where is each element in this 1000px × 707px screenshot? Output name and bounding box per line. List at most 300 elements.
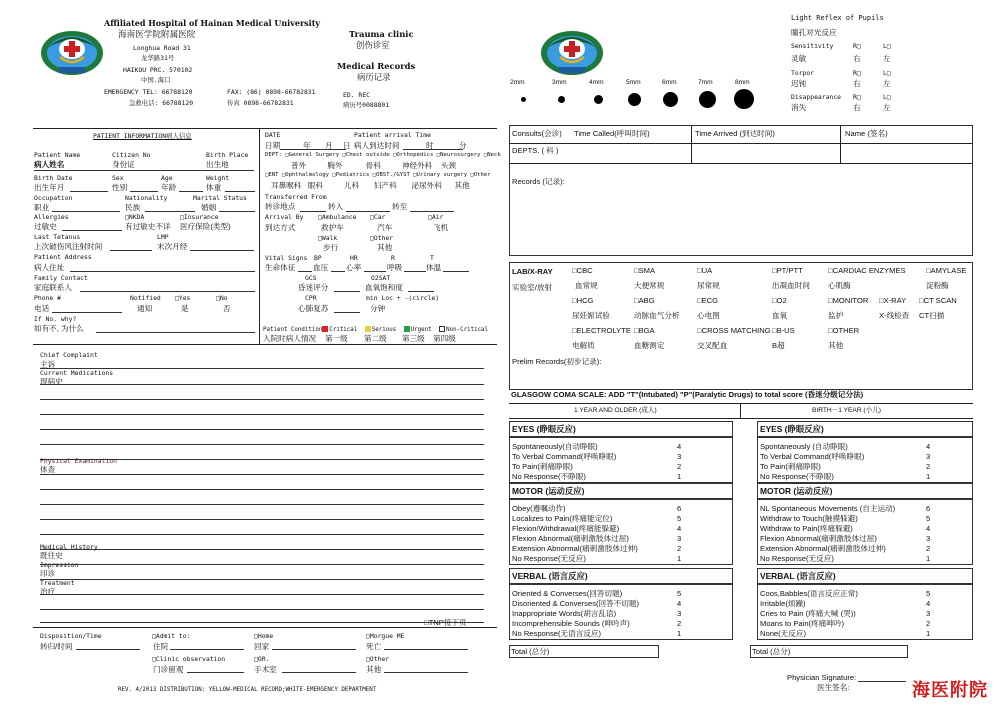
no-label: No xyxy=(219,294,228,302)
other-arrival-checkbox[interactable]: □Other xyxy=(370,234,394,242)
physician-signature-field[interactable] xyxy=(858,681,906,682)
pupil-size-label: 8mm xyxy=(735,79,750,86)
hospital-city-cn: 中国.海口 xyxy=(141,76,171,84)
lab-test-checkbox[interactable]: □CBC xyxy=(572,266,593,275)
emergency-tel-cn: 急救电话: 66788120 xyxy=(129,99,194,107)
gcs-motor-option[interactable]: Extension Abnormal(痛刺激肢体过伸) xyxy=(512,544,638,553)
o2sat-label-cn: 血氧饱和度 xyxy=(365,283,403,292)
note-line xyxy=(40,459,484,460)
marital-label-cn: 婚姻 xyxy=(201,203,217,212)
lab-test-checkbox[interactable]: □O2 xyxy=(772,296,787,305)
car-label: Car xyxy=(373,213,386,221)
record-number: 病历号0088801 xyxy=(343,101,390,109)
time-arrived-label: Time Arrived (到达时间) xyxy=(695,129,775,138)
pupil-size-label: 4mm xyxy=(589,79,604,86)
admit-label-cn: 住院 xyxy=(153,642,169,651)
level3-label: 第三级 xyxy=(402,334,425,343)
temp-field[interactable] xyxy=(443,271,469,272)
torpor-right-cn: 右 xyxy=(853,79,861,88)
gcs-label: GCS xyxy=(305,274,317,282)
lab-test-checkbox[interactable]: □AMYLASE xyxy=(926,266,967,275)
gcs-verbal-score: 5 xyxy=(677,589,682,598)
gcs-motor-option[interactable]: Withdraw to Pain(疼痛躲避) xyxy=(760,524,853,533)
vital-signs-label: Vital Signs xyxy=(265,254,308,262)
impression-label: Impression xyxy=(40,561,79,569)
lab-test-label-cn: CT扫描 xyxy=(919,311,945,320)
lab-test-checkbox[interactable]: □PT/PTT xyxy=(772,266,803,275)
r-label-cn: 呼吸 xyxy=(387,263,403,272)
lab-test-label-cn: 其他 xyxy=(828,341,844,350)
patient-condition-row xyxy=(263,326,488,334)
walk-label: Walk xyxy=(321,234,338,242)
occupation-field[interactable] xyxy=(52,211,120,212)
light-reflex-label-cn: 瞳孔对光反应 xyxy=(791,28,837,37)
gcs-motor-score: 4 xyxy=(677,524,682,533)
medical-history-label-cn: 既往史 xyxy=(40,551,63,560)
physical-exam-label-cn: 体查 xyxy=(40,465,56,474)
walk-label-cn: 步行 xyxy=(323,243,339,252)
gcs-motor-option[interactable]: No Response(无反应) xyxy=(760,554,834,563)
serious-swatch[interactable] xyxy=(365,326,371,332)
car-checkbox[interactable]: □Car xyxy=(370,213,386,221)
torpor-label: Torpor xyxy=(791,69,815,77)
gcs-eyes-option[interactable]: No Response(不睁眼) xyxy=(760,472,834,481)
transferred-label: Transferred From xyxy=(265,193,327,201)
gcs-verbal-label: VERBAL (语言反应) xyxy=(512,571,588,581)
transfer-to-field[interactable] xyxy=(410,211,454,212)
lab-test-checkbox[interactable]: □CROSS MATCHING xyxy=(697,326,771,335)
medical-records-title-cn: 病历记录 xyxy=(357,72,391,82)
other-arrival-label: Other xyxy=(373,234,394,242)
gcs-eyes-score: 4 xyxy=(677,442,682,451)
note-line xyxy=(40,534,484,535)
air-checkbox[interactable]: □Air xyxy=(428,213,444,221)
cpr-field[interactable] xyxy=(334,312,360,313)
gcs-motor-option[interactable]: NL Spontaneous Movements (自主运动) xyxy=(760,504,896,513)
gcs-eyes-option[interactable]: To Pain(刺痛睁眼) xyxy=(760,462,821,471)
gcs-label-cn: 昏迷评分 xyxy=(298,283,329,292)
notified-label-cn: 通知 xyxy=(137,304,153,313)
ed-rec: ED. REC xyxy=(343,91,370,99)
gcs-child-header: BIRTH－1 YEAR (小儿) xyxy=(812,407,882,414)
gcs-motor-option[interactable]: Obey(遵嘱动作) xyxy=(512,504,566,513)
torpor-left-checkbox[interactable]: L□ xyxy=(883,69,891,77)
morgue-label-cn: 死亡 xyxy=(366,642,382,651)
walk-checkbox[interactable]: □Walk xyxy=(318,234,338,242)
records-label: Records (记录): xyxy=(512,177,565,186)
dept-options-2-cn: 耳鼻喉科 眼科 儿科 妇产科 泌尿外科 其他 xyxy=(271,181,470,190)
note-line xyxy=(40,609,484,610)
gcs-eyes-option[interactable]: To Verbal Command(呼唤睁眼) xyxy=(760,452,865,461)
arrival-label-cn: 到达方式 xyxy=(265,223,296,232)
gcs-verbal-score: 2 xyxy=(677,619,682,628)
transferred-field[interactable] xyxy=(300,211,326,212)
hr-field[interactable] xyxy=(331,271,345,272)
o2sat-field[interactable] xyxy=(408,291,434,292)
last-tetanus-field[interactable] xyxy=(110,250,152,251)
gcs-adult-header: 1 YEAR AND OLDER (成人) xyxy=(574,407,657,414)
pupil-2mm-dot xyxy=(521,97,526,102)
no-checkbox[interactable]: □No xyxy=(216,294,228,302)
nkda-label-cn: 有过敏史不详 xyxy=(125,222,171,231)
urgent-label: Urgent xyxy=(410,327,432,333)
sensitivity-label: Sensitivity xyxy=(791,42,834,50)
physician-signature-label: Physician Signature: xyxy=(787,673,857,682)
morgue-field[interactable] xyxy=(384,649,468,650)
lmp-field[interactable] xyxy=(190,250,254,251)
disposition-time-field[interactable] xyxy=(76,649,140,650)
level1-label: 第一级 xyxy=(325,334,348,343)
last-tetanus-label-cn: 上次破伤风注射时间 xyxy=(34,242,103,251)
gcs-verbal-option[interactable]: Irritable(烦躁) xyxy=(760,599,806,608)
transfer-in-field[interactable] xyxy=(346,211,390,212)
gcs-motor-option[interactable]: Flexion Abnormal(痛刺激肢体过屈) xyxy=(512,534,629,543)
gcs-eyes-label: EYES (睁眼反应) xyxy=(512,424,576,434)
minute-label: 分 xyxy=(459,141,467,150)
gcs-adult-total-field[interactable] xyxy=(509,645,659,658)
gcs-motor-option[interactable]: Flexion Abnormal(痛刺激肢体过屈) xyxy=(760,534,877,543)
date-label: DATE xyxy=(265,131,281,139)
occupation-label-cn: 职业 xyxy=(34,203,50,212)
weight-field[interactable] xyxy=(225,191,255,192)
lab-test-checkbox[interactable]: □ABG xyxy=(634,296,655,305)
gcs-top-border xyxy=(509,403,973,404)
bp-field[interactable] xyxy=(298,271,312,272)
sex-label: Sex xyxy=(112,174,124,182)
clinic-obs-field[interactable] xyxy=(187,672,244,673)
date-field[interactable] xyxy=(280,149,346,150)
birth-date-field[interactable] xyxy=(70,191,108,192)
gcs-motor-score: 3 xyxy=(926,534,931,543)
note-line xyxy=(40,368,484,369)
dept-options-2[interactable]: □ENT □Ophthalmology □Pediatrics □OBST./GYST □Urinary surgery □Other xyxy=(265,172,491,178)
nkda-label: NKDA xyxy=(128,213,145,221)
gcs-eyes-label: EYES (睁眼反应) xyxy=(760,424,824,434)
gcs-verbal-option[interactable]: Oriented & Converses(回答切题) xyxy=(512,589,623,598)
treatment-label: Treatment xyxy=(40,579,75,587)
dept-options-1[interactable]: DEPT: □General Surgery □Chest outside □Orthopedics □Neurosurgery □Neck xyxy=(265,152,501,158)
pupil-size-gauge xyxy=(510,76,760,112)
birth-date-label: Birth Date xyxy=(34,174,73,182)
chief-complaint-label-cn: 主诉 xyxy=(40,360,56,369)
patient-info-divider xyxy=(259,128,260,344)
gcs-eyes-option[interactable]: To Verbal Command(呼唤睁眼) xyxy=(512,452,617,461)
r-field[interactable] xyxy=(364,271,386,272)
hospital-logo xyxy=(38,27,106,79)
fax-cn: 传真 0898-66782831 xyxy=(227,99,294,107)
disappearance-left-checkbox[interactable]: L□ xyxy=(883,93,891,101)
note-line xyxy=(40,579,484,580)
disappearance-right-checkbox[interactable]: R□ xyxy=(853,93,861,101)
citizen-no-label: Citizen No xyxy=(112,151,151,159)
sensitivity-left-checkbox[interactable]: L□ xyxy=(883,42,891,50)
morgue-checkbox[interactable]: □Morgue ME xyxy=(366,632,405,640)
treatment-label-cn: 治疗 xyxy=(40,587,56,596)
other-disposition-field[interactable] xyxy=(384,672,468,673)
time-called-label: Time Called(呼叫时间) xyxy=(574,129,650,138)
admit-checkbox[interactable]: □Admit to: xyxy=(152,632,191,640)
pupil-size-label: 5mm xyxy=(626,79,641,86)
ambulance-label: Ambulance xyxy=(321,213,357,221)
gcs-motor-label: MOTOR (运动反应) xyxy=(512,486,585,496)
nationality-label-cn: 民族 xyxy=(125,203,141,212)
gcs-child-total-field[interactable] xyxy=(750,645,908,658)
admit-field[interactable] xyxy=(170,649,244,650)
note-line xyxy=(40,444,484,445)
occupation-label: Occupation xyxy=(34,194,73,202)
other-disposition-checkbox[interactable]: □Other xyxy=(366,655,390,663)
gcs-field[interactable] xyxy=(334,291,360,292)
patient-address-label: Patient Address xyxy=(34,253,92,261)
gcs-verbal-score: 2 xyxy=(926,619,931,628)
family-contact-field[interactable] xyxy=(80,291,255,292)
lab-test-label-cn: 电解质 xyxy=(572,341,595,350)
home-field[interactable] xyxy=(272,649,356,650)
consults-label: Consults(会诊) xyxy=(512,129,562,138)
condition-label-cn: 入院时病人情况 xyxy=(263,334,317,343)
ambulance-label-cn: 救护车 xyxy=(321,223,344,232)
bp-label: BP xyxy=(314,254,322,262)
gcs-verbal-option[interactable]: Moans to Pain(疼痛呻吟) xyxy=(760,619,844,628)
notified-label: Notified xyxy=(130,294,161,302)
lab-test-label-cn: 尿妊娠试验 xyxy=(572,311,610,320)
arrival-time-field[interactable] xyxy=(403,149,463,150)
lab-test-checkbox[interactable]: □OTHER xyxy=(828,326,860,335)
or-checkbox[interactable]: □OR. xyxy=(254,655,270,663)
hospital-address-en: Longhua Road 31 xyxy=(133,44,191,52)
yes-label: Yes xyxy=(178,294,191,302)
age-field[interactable] xyxy=(179,191,203,192)
hospital-stamp: 海医附院 xyxy=(912,680,988,701)
nkda-checkbox[interactable]: □NKDA xyxy=(125,213,145,221)
gcs-eyes-score: 2 xyxy=(926,462,931,471)
gcs-verbal-option[interactable]: None(无反应) xyxy=(760,629,806,638)
lab-test-label-cn: 血氧 xyxy=(772,311,788,320)
gcs-eyes-option[interactable]: To Pain(刺痛睁眼) xyxy=(512,462,573,471)
insurance-label-cn: 医疗保险(类型) xyxy=(180,222,231,231)
gcs-motor-score: 2 xyxy=(926,544,931,553)
gcs-motor-score: 1 xyxy=(677,554,682,563)
no-label-cn: 否 xyxy=(223,304,231,313)
emergency-tel-en: EMERGENCY TEL: 66788120 xyxy=(104,88,193,96)
nationality-field[interactable] xyxy=(145,211,195,212)
sensitivity-left-cn: 左 xyxy=(883,54,891,63)
allergies-label-cn: 过敏史 xyxy=(34,222,57,231)
lab-test-checkbox[interactable]: □MONITOR xyxy=(828,296,869,305)
patient-name-label: Patient Name xyxy=(34,151,81,159)
torpor-right-checkbox[interactable]: R□ xyxy=(853,69,861,77)
gcs-motor-score: 5 xyxy=(677,514,682,523)
age-label: Age xyxy=(161,174,173,182)
clinic-obs-checkbox[interactable]: □Clinic observation xyxy=(152,655,226,663)
urgent-swatch[interactable] xyxy=(404,326,410,332)
arrival-by-label: Arrival By xyxy=(265,213,304,221)
pupil-size-label: 6mm xyxy=(662,79,677,86)
patient-address-label-cn: 病人住址 xyxy=(34,263,65,272)
name-label: Name (签名) xyxy=(845,129,888,138)
note-line xyxy=(40,564,484,565)
lab-test-checkbox[interactable]: □SMA xyxy=(634,266,656,275)
level4-label: 第四级 xyxy=(433,334,456,343)
arrival-time-label: Patient arrival Time xyxy=(354,131,431,139)
disappearance-label: Disappearance xyxy=(791,93,842,101)
birth-place-label-cn: 出生地 xyxy=(206,160,229,169)
lmp-label: LMP xyxy=(157,233,169,241)
lab-test-label-cn: 淀粉酶 xyxy=(926,281,949,290)
gcs-eyes-option[interactable]: No Response(不睁眼) xyxy=(512,472,586,481)
sex-label-cn: 性别 xyxy=(112,183,128,192)
gcs-eyes-option[interactable]: Spontaneously (自动睁眼) xyxy=(760,442,848,451)
lab-test-checkbox[interactable]: □UA xyxy=(697,266,713,275)
r-label: R xyxy=(391,254,395,262)
impression-label-cn: 印诊 xyxy=(40,569,56,578)
t-field[interactable] xyxy=(404,271,426,272)
hospital-name-en: Affiliated Hospital of Hainan Medical University xyxy=(104,18,321,28)
lab-test-label-cn: 出凝血时间 xyxy=(772,281,810,290)
note-line xyxy=(40,474,484,475)
pupil-8mm-dot xyxy=(734,89,754,109)
gcs-motor-score: 3 xyxy=(677,534,682,543)
patient-info-header: PATIENT INFORMATION病人信息 xyxy=(93,132,192,140)
t-label: T xyxy=(430,254,434,262)
phone-field[interactable] xyxy=(52,312,122,313)
ambulance-checkbox[interactable]: □Ambulance xyxy=(318,213,357,221)
bp-label-cn: 血压 xyxy=(313,263,329,272)
lab-test-checkbox[interactable]: □BGA xyxy=(634,326,655,335)
lab-test-label-cn: 监护 xyxy=(828,311,844,320)
gcs-verbal-option[interactable]: Incomprehensible Sounds (呻吟声) xyxy=(512,619,630,628)
hospital-city-en: HAIKOU PRC. 570102 xyxy=(123,66,193,74)
level2-label: 第二级 xyxy=(364,334,387,343)
torpor-left-cn: 左 xyxy=(883,79,891,88)
critical-swatch[interactable] xyxy=(322,326,328,332)
pupil-size-label: 2mm xyxy=(510,79,525,86)
gcs-adult-total-label: Total (总分) xyxy=(511,647,550,656)
tnp-checkbox[interactable]: □TNP接下页 xyxy=(424,618,467,627)
pupil-size-label: 7mm xyxy=(698,79,713,86)
lab-test-checkbox[interactable]: □CT SCAN xyxy=(919,296,957,305)
weight-label-cn: 体重 xyxy=(206,183,222,192)
marital-field[interactable] xyxy=(219,211,255,212)
sensitivity-right-cn: 右 xyxy=(853,54,861,63)
transferred-label-cn: 转诊地点 xyxy=(265,202,296,211)
vital-signs-label-cn: 生命体征 xyxy=(265,263,296,272)
if-no-label: If No. why? xyxy=(34,315,77,323)
trauma-clinic-title: Trauma clinic xyxy=(349,29,414,39)
clinic-obs-label-cn: 门诊留观 xyxy=(153,665,184,674)
lab-test-checkbox[interactable]: □HCG xyxy=(572,296,594,305)
birth-date-label-cn: 出生年月 xyxy=(34,183,65,192)
chief-complaint-label: Chief Complaint xyxy=(40,351,98,359)
pupil-6mm-dot xyxy=(663,92,678,107)
min-label-cn: 分钟 xyxy=(370,304,386,313)
gcs-motor-option[interactable]: No Response(无反应) xyxy=(512,554,586,563)
if-no-field[interactable] xyxy=(96,332,255,333)
lab-test-checkbox[interactable]: □CARDIAC ENZYMES xyxy=(828,266,906,275)
records-field[interactable] xyxy=(510,190,972,254)
depts-row-divider xyxy=(509,163,973,164)
gcs-eyes-score: 3 xyxy=(677,452,682,461)
gcs-verbal-option[interactable]: Inappropriate Words(胡言乱语) xyxy=(512,609,617,618)
non-critical-swatch[interactable] xyxy=(439,326,445,332)
lab-test-checkbox[interactable]: □ECG xyxy=(697,296,719,305)
pupil-3mm-dot xyxy=(558,96,565,103)
note-line xyxy=(40,549,484,550)
air-label: Air xyxy=(431,213,444,221)
gcs-eyes-score: 1 xyxy=(677,472,682,481)
sex-field[interactable] xyxy=(130,191,158,192)
patient-address-field[interactable] xyxy=(70,271,255,272)
prelim-records-label: Prelim Records(初步记录): xyxy=(512,357,602,366)
home-checkbox[interactable]: □Home xyxy=(254,632,274,640)
patient-info-top-border xyxy=(33,128,497,129)
gcs-motor-label: MOTOR (运动反应) xyxy=(760,486,833,496)
day-label: 日 xyxy=(343,141,351,150)
sensitivity-right-checkbox[interactable]: R□ xyxy=(853,42,861,50)
transfer-to-label: 转至 xyxy=(392,202,408,211)
gcs-motor-score: 2 xyxy=(677,544,682,553)
air-label-cn: 飞机 xyxy=(433,223,449,232)
gcs-motor-option[interactable]: Withdraw to Touch(触摸躲避) xyxy=(760,514,858,523)
gcs-verbal-option[interactable]: Disoriented & Converses(回答不切题) xyxy=(512,599,640,608)
gcs-motor-option[interactable]: Extension Abnormal(痛刺激肢体过伸) xyxy=(760,544,886,553)
gcs-verbal-option[interactable]: No Response(无语言反应) xyxy=(512,629,602,638)
home-label-cn: 回家 xyxy=(254,642,270,651)
min-loc-label: min Loc + -(circle) xyxy=(366,294,440,302)
gcs-heading: GLASGOW COMA SCALE: ADD "T"(Intubated) "P"(Paralytic Drugs) to total score (昏迷分级记分法) xyxy=(511,390,864,399)
if-no-label-cn: 如有不, 为什么 xyxy=(34,324,84,333)
month-label: 月 xyxy=(325,141,333,150)
patient-condition-label: Patient Condition xyxy=(263,327,323,333)
yes-checkbox[interactable]: □Yes xyxy=(175,294,191,302)
gcs-verbal-option[interactable]: Coos,Babbles(语言反应正常) xyxy=(760,589,858,598)
allergies-field[interactable] xyxy=(62,230,122,231)
lab-test-checkbox[interactable]: □ELECTROLYTE xyxy=(572,326,631,335)
form-footer: REV. 4/2013 DISTRIBUTION: YELLOW-MEDICAL RECORD;WHITE-EMERGENCY DEPARTMENT xyxy=(118,687,377,693)
phone-label: Phone # xyxy=(34,294,61,302)
physician-signature-label-cn: 医生签名: xyxy=(817,683,850,692)
disposition-top-border xyxy=(33,627,497,628)
or-field[interactable] xyxy=(282,672,356,673)
lab-xray-label: LAB/X-RAY xyxy=(512,267,553,276)
gcs-col-divider xyxy=(740,403,741,418)
gcs-eyes-score: 2 xyxy=(677,462,682,471)
citizen-no-label-cn: 身份证 xyxy=(112,160,135,169)
gcs-motor-option[interactable]: Localizes to Pain(疼痛能定位) xyxy=(512,514,613,523)
hospital-address-cn: 龙华路31号 xyxy=(141,54,175,62)
patient-name-field[interactable] xyxy=(34,170,254,171)
gcs-motor-score: 4 xyxy=(926,524,931,533)
lab-test-checkbox[interactable]: □X-RAY xyxy=(879,296,907,305)
medical-records-title: Medical Records xyxy=(337,61,416,71)
gcs-verbal-option[interactable]: Cries to Pain (疼痛大喊 (哭)) xyxy=(760,609,856,618)
gcs-eyes-option[interactable]: Spontaneously(自动睁眼) xyxy=(512,442,598,451)
nationality-label: Nationality xyxy=(125,194,168,202)
physical-exam-label: Physical Examination xyxy=(40,457,117,465)
gcs-verbal-score: 5 xyxy=(926,589,931,598)
note-line xyxy=(40,489,484,490)
arrival-time-label-cn: 病人到达时间 xyxy=(354,141,400,150)
gcs-motor-option[interactable]: Flexion/Withdrawal(疼痛能躲避) xyxy=(512,524,620,533)
gcs-eyes-score: 1 xyxy=(926,472,931,481)
gcs-verbal-score: 1 xyxy=(926,629,931,638)
note-line xyxy=(40,399,484,400)
current-meds-label-cn: 现病史 xyxy=(40,377,63,386)
disposition-label-cn: 转归/时间 xyxy=(40,642,73,651)
cpr-label: CPR xyxy=(305,294,317,302)
insurance-checkbox[interactable]: □Insurance xyxy=(180,213,219,221)
lab-test-checkbox[interactable]: □B-US xyxy=(772,326,795,335)
